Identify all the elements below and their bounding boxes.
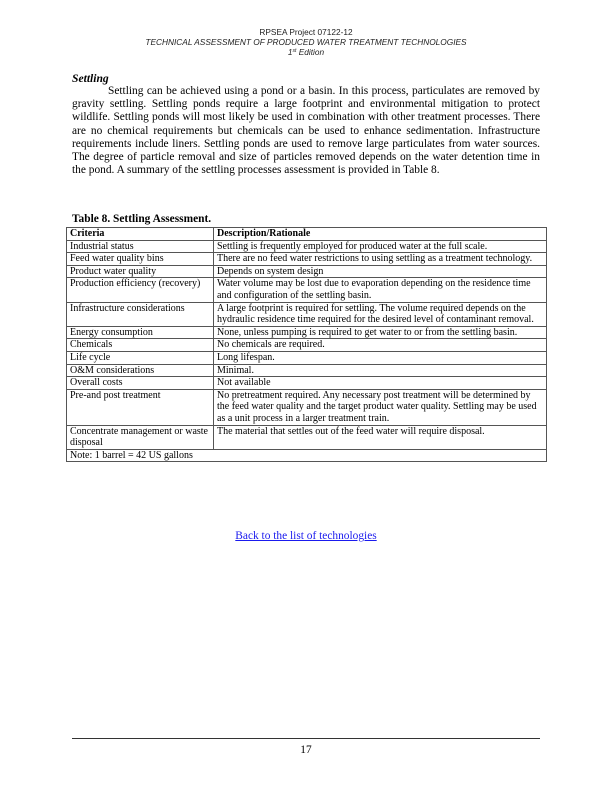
criteria-cell: Concentrate management or waste disposal xyxy=(67,425,214,449)
header-edition xyxy=(0,47,612,57)
table-row xyxy=(67,339,547,352)
description-cell: Long lifespan. xyxy=(214,351,547,364)
criteria-cell: Life cycle xyxy=(67,351,214,364)
criteria-cell: Feed water quality bins xyxy=(67,253,214,266)
table-row xyxy=(67,351,547,364)
table-row xyxy=(67,389,547,425)
criteria-cell: Pre-and post treatment xyxy=(67,389,214,425)
description-cell: There are no feed water restrictions to using settling as a treatment technology. xyxy=(214,253,547,266)
description-cell: Water volume may be lost due to evaporation depending on the residence time and configuration of the settling basin. xyxy=(214,278,547,302)
criteria-cell: Chemicals xyxy=(67,339,214,352)
table-row xyxy=(67,425,547,449)
back-link-container xyxy=(0,530,612,542)
settling-assessment-table xyxy=(66,227,547,462)
description-cell: A large footprint is required for settling. The volume required depends on the hydraulic residence time required for the desired level of contaminant removal. xyxy=(214,302,547,326)
table-row xyxy=(67,240,547,253)
footer-divider xyxy=(72,738,540,739)
table-note: Note: 1 barrel = 42 US gallons xyxy=(67,449,547,462)
table-row xyxy=(67,377,547,390)
page-number: 17 xyxy=(300,744,312,756)
body-paragraph: Settling can be achieved using a pond or a basin. In this process, particulates are removed by gravity settling. Settling ponds require a large footprint and environmental mitigation to protect wildlife. Settling ponds will most likely be used in combination with other treatment processes. There are no chemical requirements but chemicals can be used to enhance sedimentation. Infrastructure requirements include liners. Settling ponds are used to remove large particulates from water sources. The degree of particle removal and size of particles removed depends on the water detention time in the pond. A summary of the settling processes assessment is provided in Table 8. xyxy=(72,85,540,177)
column-header-description: Description/Rationale xyxy=(214,228,547,241)
edition-number: 1 xyxy=(287,47,293,57)
criteria-cell: Infrastructure considerations xyxy=(67,302,214,326)
table-row xyxy=(67,253,547,266)
edition-superscript: st xyxy=(292,48,297,54)
description-cell: None, unless pumping is required to get water to or from the settling basin. xyxy=(214,326,547,339)
description-cell: Settling is frequently employed for produced water at the full scale. xyxy=(214,240,547,253)
description-cell: Not available xyxy=(214,377,547,390)
description-cell: The material that settles out of the feed water will require disposal. xyxy=(214,425,547,449)
table-header-row xyxy=(67,228,547,241)
criteria-cell: Product water quality xyxy=(67,265,214,278)
table-caption: Table 8. Settling Assessment. xyxy=(72,213,212,225)
description-cell: No chemicals are required. xyxy=(214,339,547,352)
criteria-cell: O&M considerations xyxy=(67,364,214,377)
column-header-criteria: Criteria xyxy=(67,228,214,241)
header-project: RPSEA Project 07122-12 xyxy=(259,27,353,37)
criteria-cell: Energy consumption xyxy=(67,326,214,339)
criteria-cell: Overall costs xyxy=(67,377,214,390)
back-to-technologies-link[interactable]: Back to the list of technologies xyxy=(235,530,377,542)
description-cell: No pretreatment required. Any necessary post treatment will be determined by the feed water quality and the target product water quality. Settling may be used as a unit process in a larger treatment train. xyxy=(214,389,547,425)
criteria-cell: Production efficiency (recovery) xyxy=(67,278,214,302)
description-cell: Minimal. xyxy=(214,364,547,377)
header-report-title: TECHNICAL ASSESSMENT OF PRODUCED WATER TREATMENT TECHNOLOGIES xyxy=(145,37,467,47)
table-note-row xyxy=(67,449,547,462)
table-row xyxy=(67,364,547,377)
table-row xyxy=(67,278,547,302)
description-cell: Depends on system design xyxy=(214,265,547,278)
criteria-cell: Industrial status xyxy=(67,240,214,253)
edition-word: Edition xyxy=(296,47,325,57)
table-row xyxy=(67,326,547,339)
page-header xyxy=(0,27,612,57)
table-row xyxy=(67,265,547,278)
section-title: Settling xyxy=(72,72,109,85)
table-row xyxy=(67,302,547,326)
